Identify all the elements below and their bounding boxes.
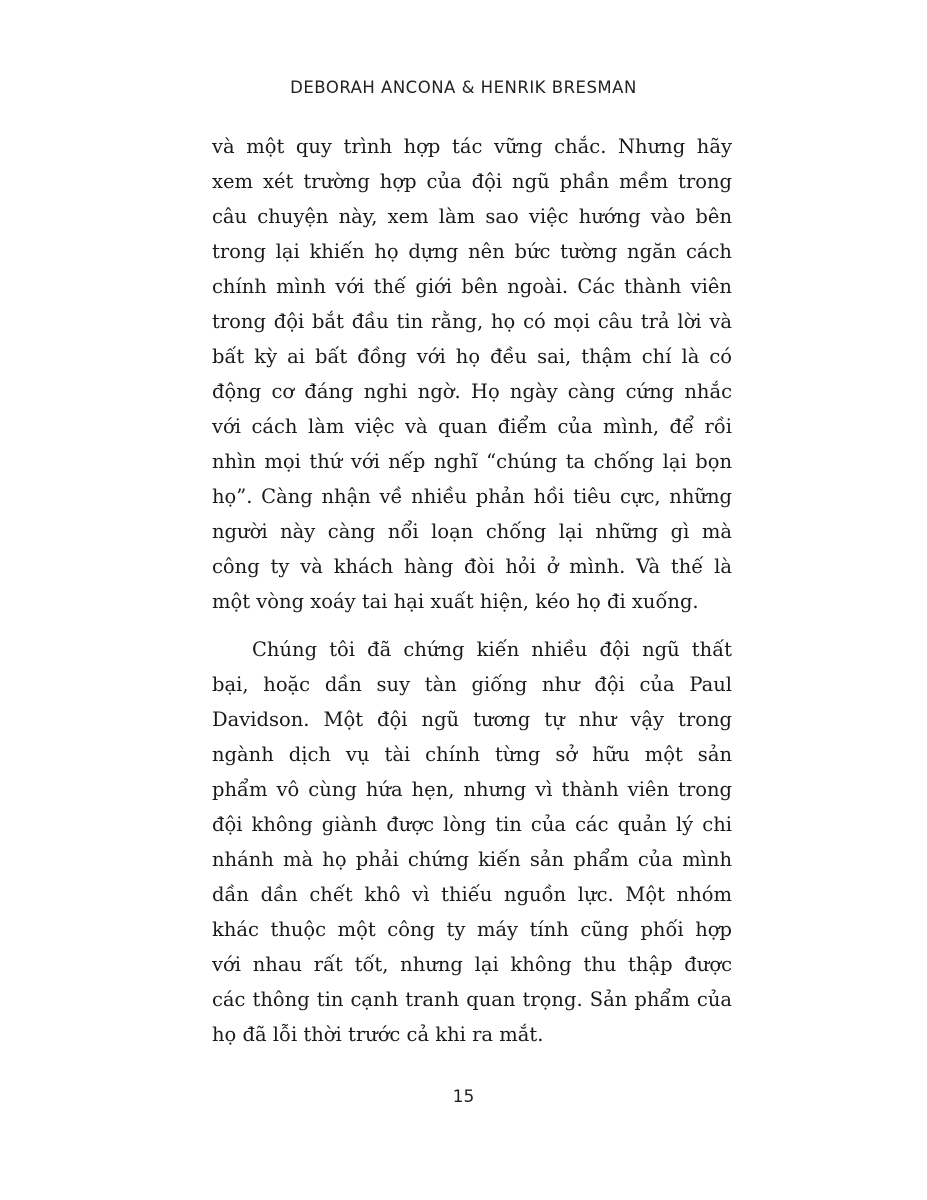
text-line: Davidson. Một đội ngũ tương tự như vậy trong: [212, 708, 732, 731]
text-line: Chúng tôi đã chứng kiến nhiều đội ngũ thất: [252, 638, 732, 661]
text-line: trong lại khiến họ dựng nên bức tường ngăn cách: [212, 240, 732, 263]
text-line: và một quy trình hợp tác vững chắc. Nhưng hãy: [212, 135, 732, 158]
text-line: trong đội bắt đầu tin rằng, họ có mọi câu trả lời và: [212, 310, 732, 333]
paragraph-1: [212, 129, 732, 619]
text-line: người này càng nổi loạn chống lại những gì mà: [212, 520, 732, 543]
text-line: bất kỳ ai bất đồng với họ đều sai, thậm chí là có: [212, 345, 732, 368]
text-line: xem xét trường hợp của đội ngũ phần mềm trong: [212, 170, 732, 193]
text-line: với nhau rất tốt, nhưng lại không thu thập được: [212, 953, 732, 976]
book-text-body: [212, 129, 732, 1052]
paragraph-2: [212, 632, 732, 1052]
running-header: DEBORAH ANCONA & HENRIK BRESMAN: [290, 78, 637, 97]
text-line: các thông tin cạnh tranh quan trọng. Sản phẩm của: [212, 988, 732, 1011]
text-line: khác thuộc một công ty máy tính cũng phối hợp: [212, 918, 732, 941]
text-line: ngành dịch vụ tài chính từng sở hữu một sản: [212, 743, 732, 766]
text-line: câu chuyện này, xem làm sao việc hướng vào bên: [212, 205, 732, 228]
text-line: họ”. Càng nhận về nhiều phản hồi tiêu cực, những: [212, 485, 732, 508]
text-line: bại, hoặc dần suy tàn giống như đội của Paul: [212, 673, 732, 696]
text-line: động cơ đáng nghi ngờ. Họ ngày càng cứng nhắc: [212, 380, 732, 403]
text-line: đội không giành được lòng tin của các quản lý chi: [212, 813, 732, 836]
text-line: dần dần chết khô vì thiếu nguồn lực. Một nhóm: [212, 883, 732, 906]
text-line: họ đã lỗi thời trước cả khi ra mắt.: [212, 1023, 544, 1046]
page-number: 15: [452, 1087, 475, 1107]
text-line: một vòng xoáy tai hại xuất hiện, kéo họ đi xuống.: [212, 590, 699, 613]
text-line: chính mình với thế giới bên ngoài. Các thành viên: [212, 275, 732, 298]
paragraph-spacer: [212, 619, 732, 632]
text-line: nhìn mọi thứ với nếp nghĩ “chúng ta chống lại bọn: [212, 450, 732, 473]
text-line: công ty và khách hàng đòi hỏi ở mình. Và thế là: [212, 555, 732, 578]
text-line: với cách làm việc và quan điểm của mình, để rồi: [212, 415, 732, 438]
text-line: phẩm vô cùng hứa hẹn, nhưng vì thành viên trong: [212, 778, 732, 801]
text-line: nhánh mà họ phải chứng kiến sản phẩm của mình: [212, 848, 732, 871]
